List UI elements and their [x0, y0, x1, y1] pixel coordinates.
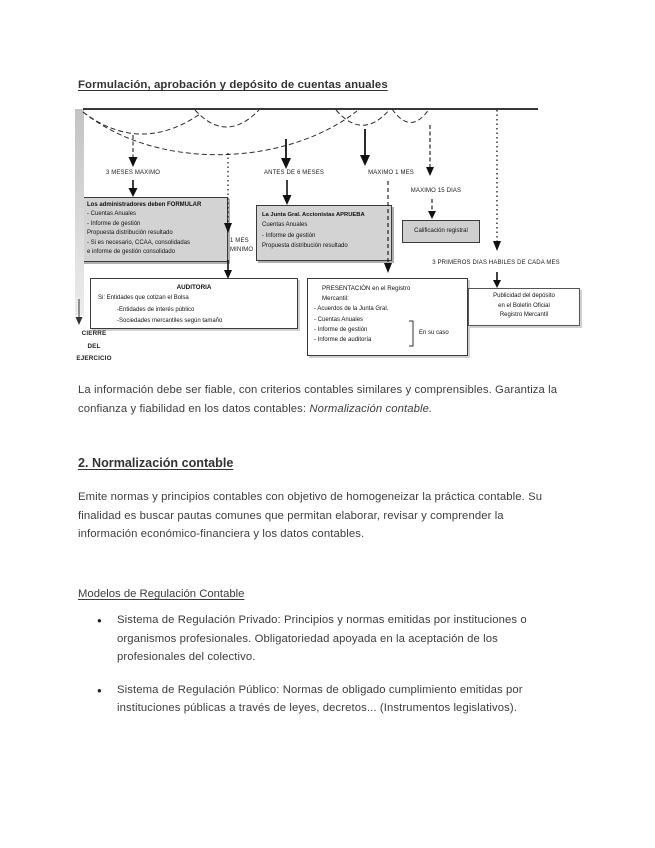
box-line: - Si es necesario, CCAA, consolidadas: [87, 239, 191, 246]
en-su-caso-note: En su caso: [419, 330, 449, 336]
box-line: en el Boletín Oficial: [498, 302, 550, 309]
list-item-line: Sistema de Regulación Privado: Principios y normas emitidas por instituciones o: [117, 614, 527, 626]
label-antes-6-meses: ANTES DE 6 MESES: [263, 170, 325, 176]
paragraph-line: finalidad es buscar pautas comunes que permitan elaborar, revisar y comprender la: [78, 509, 504, 522]
timeline-arcs: [83, 109, 429, 155]
regulation-models-list: [96, 611, 576, 732]
paragraph-line: [78, 400, 598, 419]
bullet-icon: ●: [97, 616, 102, 625]
box-line: - Cuentas Anuales: [87, 211, 137, 218]
arrowhead: [129, 157, 138, 167]
arrowhead: [129, 188, 138, 197]
label-maximo-1-mes: MAXIMO 1 MES: [368, 170, 414, 176]
arrowhead: [76, 317, 83, 325]
normalizacion-contable-italic: Normalización contable.: [309, 402, 433, 415]
label-line: DEL: [87, 342, 101, 350]
arrowhead: [360, 155, 370, 166]
arrowhead: [283, 195, 292, 205]
box-publicidad-deposito: [468, 288, 580, 326]
paragraph-line: Emite normas y principios contables con objetivo de homogeneizar la práctica contable. Su: [78, 491, 543, 503]
box-presentacion: [307, 278, 468, 356]
box-line: Publicidad del depósito: [493, 293, 555, 299]
label-maximo-15-dias: MAXIMO 15 DIAS: [410, 188, 462, 194]
box-line: - Informe de gestión: [262, 232, 316, 239]
arrowhead: [281, 158, 291, 169]
section-paragraph: [78, 488, 598, 544]
label-3-primeros-dias: 3 PRIMEROS DIAS HABILES DE CADA MES: [432, 260, 560, 266]
box-title: AUDITORIA: [176, 284, 212, 291]
section-subheading: Modelos de Regulación Contable: [78, 588, 245, 600]
label-line: EJERCICIO: [76, 355, 112, 362]
list-item-line: profesionales del colectivo.: [117, 651, 256, 664]
paragraph-text: confianza y fiabilidad en los datos contables:: [78, 402, 310, 415]
section-heading: 2. Normalización contable: [78, 456, 234, 470]
box-line: Registro Mercantil: [499, 312, 549, 319]
box-line: - Acuerdos de la Junta Gral.: [314, 306, 389, 313]
arrowhead: [428, 211, 436, 219]
label-line: 1 MES: [230, 238, 249, 244]
box-title: PRESENTACIÓN en el Registro: [322, 285, 411, 292]
box-line: - Informe de auditoría: [314, 337, 372, 344]
box-line: - Cuentas Anuales: [314, 316, 364, 323]
box-line: Si: Entidades que cotizan el Bolsa: [98, 295, 189, 302]
box-calificacion-registral: Calificación registral: [402, 220, 480, 243]
box-auditoria: [90, 278, 298, 329]
list-item: [96, 681, 576, 718]
arrowhead: [493, 241, 501, 251]
arrowhead: [493, 280, 501, 288]
box-title: Los administradores deben FORMULAR: [87, 202, 202, 208]
list-item: [96, 611, 576, 667]
label-cierre-ejercicio: [62, 328, 126, 366]
paragraph-line: La información debe ser fiable, con criterios contables similares y comprensibles. Garantiza la: [78, 384, 558, 396]
box-line: -Sociedades mercantiles según tamaño: [117, 317, 223, 324]
label-3-meses-maximo: 3 MESES MAXIMO: [105, 170, 161, 176]
box-title: La Junta Gral. Accionistas APRUEBA: [262, 212, 365, 218]
arrowhead: [426, 167, 434, 176]
paragraph-line: información económico-financiera y los datos contables.: [78, 528, 365, 541]
intro-paragraph: [78, 381, 598, 418]
label-line: CIERRE: [81, 330, 107, 337]
label-line: MINIMO: [230, 247, 254, 253]
box-line: Propuesta distribución resultado: [87, 230, 173, 237]
box-line: - Informe de gestión: [314, 326, 368, 333]
label-1-mes-minimo: [230, 237, 264, 255]
list-item-line: organismos profesionales. Obligatoriedad apoyada en la aceptación de los: [117, 632, 498, 645]
bullet-icon: ●: [97, 685, 102, 695]
page-title: Formulación, aprobación y depósito de cuentas anuales: [78, 79, 388, 91]
annual-accounts-timeline-diagram: [60, 95, 655, 370]
box-line: Cuentas Anuales: [262, 222, 308, 229]
box-title: Mercantil:: [322, 295, 349, 303]
list-item-line: Sistema de Regulación Público: Normas de obligado cumplimiento emitidas por: [117, 683, 523, 696]
list-item-line: instituciones públicas a través de leyes, decretos... (Instrumentos legislativos).: [117, 702, 518, 715]
box-line: -Entidades de interés público: [117, 306, 195, 313]
box-line: - Informe de gestión: [87, 220, 141, 227]
box-line: e informe de gestión consolidado: [87, 249, 176, 256]
box-aprueba: [256, 205, 392, 261]
box-formular: [82, 197, 228, 262]
box-line: Propuesta distribución resultado: [262, 243, 348, 250]
arrowhead: [384, 263, 392, 273]
